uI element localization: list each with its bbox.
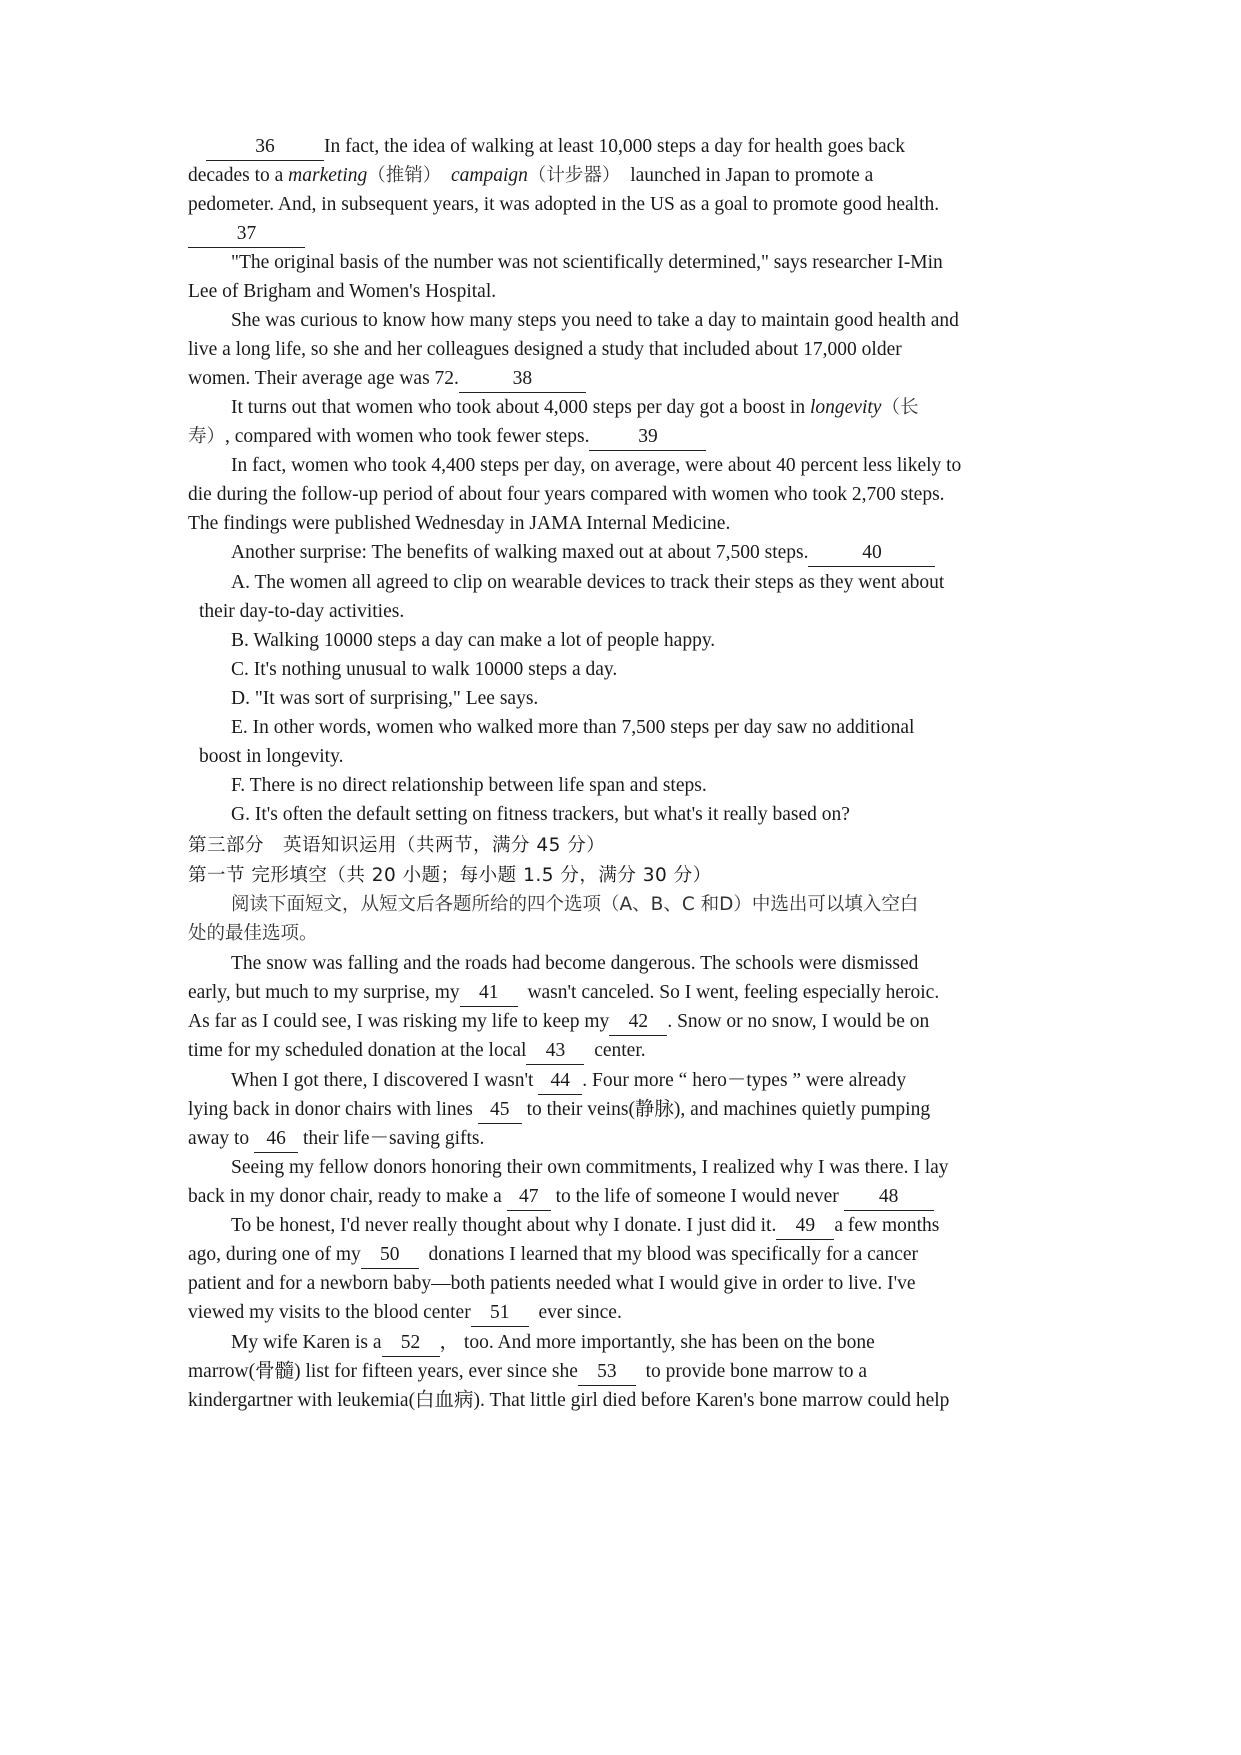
- vocab-term: marketing: [288, 165, 368, 186]
- answer-blank-40[interactable]: 40: [808, 540, 935, 567]
- option-text: G. It's often the default setting on fitness trackers, but what's it really based on?: [231, 804, 850, 825]
- answer-blank-37[interactable]: 37: [188, 221, 305, 248]
- passage-text: their life－saving gifts.: [302, 1128, 485, 1149]
- option-e-continued: [199, 741, 1079, 773]
- cloze-line: [188, 1035, 1068, 1067]
- option-text: E. In other words, women who walked more than 7,500 steps per day saw no additional: [231, 717, 915, 738]
- passage-text: viewed my visits to the blood center: [188, 1302, 471, 1323]
- passage-text: ever since.: [538, 1302, 622, 1323]
- passage-text: kindergartner with leukemia(白血病). That little girl died before Karen's bone marrow could help: [188, 1390, 950, 1411]
- passage-line: [188, 479, 1068, 511]
- instruction-text: 阅读下面短文，从短文后各题所给的四个选项（A、B、C 和D）中选出可以填入空白: [231, 894, 919, 915]
- heading-text: 第一节 完形填空（共 20 小题；每小题 1.5 分，满分 30 分）: [188, 865, 712, 886]
- passage-text: decades to a: [188, 165, 289, 186]
- cloze-blank-45[interactable]: 45: [478, 1097, 522, 1124]
- passage-text: . Four more “ hero－types ” were already: [582, 1070, 907, 1091]
- passage-line: [188, 218, 1068, 250]
- option-text: A. The women all agreed to clip on wearable devices to track their steps as they went about: [231, 572, 945, 593]
- cloze-line: [188, 1356, 1068, 1388]
- passage-text: Lee of Brigham and Women's Hospital.: [188, 281, 497, 302]
- instruction-text: 处的最佳选项。: [188, 923, 318, 944]
- cloze-blank-42[interactable]: 42: [609, 1009, 667, 1036]
- passage-line: [231, 450, 1111, 482]
- passage-line: [188, 276, 1068, 308]
- passage-text: to their veins(静脉), and machines quietly pumping: [526, 1099, 931, 1120]
- vocab-gloss: （计步器）: [527, 165, 621, 186]
- passage-text: ， too. And more importantly, she has been on the bone: [439, 1332, 875, 1353]
- cloze-blank-44[interactable]: 44: [538, 1068, 582, 1095]
- option-e: [231, 712, 1111, 744]
- passage-line: [188, 334, 1068, 366]
- passage-text: patient and for a newborn baby—both patients needed what I would give in order to live. I've: [188, 1273, 916, 1294]
- cloze-line: [188, 1268, 1068, 1300]
- option-b: [231, 625, 1111, 657]
- cloze-blank-49[interactable]: 49: [776, 1213, 834, 1240]
- passage-line: [188, 363, 1068, 395]
- option-a-continued: [199, 596, 1079, 628]
- vocab-gloss: 寿）: [188, 426, 226, 447]
- cloze-blank-51[interactable]: 51: [471, 1300, 529, 1327]
- cloze-blank-48[interactable]: 48: [844, 1184, 934, 1211]
- cloze-line: [188, 1006, 1068, 1038]
- passage-text: Seeing my fellow donors honoring their own commitments, I realized why I was there. I lay: [231, 1157, 949, 1178]
- passage-line: [231, 305, 1111, 337]
- passage-text: The findings were published Wednesday in JAMA Internal Medicine.: [188, 513, 731, 534]
- passage-text: It turns out that women who took about 4,000 steps per day got a boost in: [231, 397, 810, 418]
- passage-text: away to: [188, 1128, 250, 1149]
- passage-text: to the life of someone I would never: [555, 1186, 839, 1207]
- passage-text: lying back in donor chairs with lines: [188, 1099, 473, 1120]
- passage-text: early, but much to my surprise, my: [188, 982, 460, 1003]
- passage-text: "The original basis of the number was not scientifically determined," says researcher I-Min: [231, 252, 943, 273]
- cloze-line: [231, 1152, 1111, 1184]
- cloze-line: [231, 1065, 1111, 1097]
- passage-line: [231, 247, 1111, 279]
- passage-line: [188, 421, 1068, 453]
- passage-text: As far as I could see, I was risking my life to keep my: [188, 1011, 610, 1032]
- option-text: their day-to-day activities.: [199, 601, 405, 622]
- passage-line: [188, 160, 1068, 192]
- passage-line: [231, 131, 1111, 163]
- answer-blank-38[interactable]: 38: [459, 366, 586, 393]
- cloze-line: [188, 1385, 1068, 1417]
- passage-text: In fact, the idea of walking at least 10,000 steps a day for health goes back: [324, 136, 906, 157]
- passage-text: women. Their average age was 72.: [188, 368, 459, 389]
- cloze-blank-47[interactable]: 47: [507, 1184, 551, 1211]
- cloze-line: [231, 1327, 1111, 1359]
- cloze-blank-41[interactable]: 41: [460, 980, 518, 1007]
- passage-text: The snow was falling and the roads had become dangerous. The schools were dismissed: [231, 953, 919, 974]
- passage-text: Another surprise: The benefits of walking maxed out at about 7,500 steps.: [231, 542, 809, 563]
- option-g: [231, 799, 1111, 831]
- passage-text: To be honest, I'd never really thought about why I donate. I just did it.: [231, 1215, 777, 1236]
- passage-line: [188, 508, 1068, 540]
- cloze-blank-46[interactable]: 46: [254, 1126, 298, 1153]
- option-text: F. There is no direct relationship between life span and steps.: [231, 775, 707, 796]
- section-one-title: [188, 860, 1068, 892]
- passage-text: pedometer. And, in subsequent years, it was adopted in the US as a goal to promote good health.: [188, 194, 940, 215]
- option-text: C. It's nothing unusual to walk 10000 steps a day.: [231, 659, 618, 680]
- passage-text: donations I learned that my blood was specifically for a cancer: [428, 1244, 918, 1265]
- passage-line: [231, 537, 1111, 569]
- cloze-blank-53[interactable]: 53: [578, 1359, 636, 1386]
- vocab-gloss: （推销）: [367, 165, 442, 186]
- option-d: [231, 683, 1111, 715]
- cloze-line: [231, 948, 1111, 980]
- passage-text: , compared with women who took fewer steps.: [225, 426, 590, 447]
- passage-text: wasn't canceled. So I went, feeling especially heroic.: [527, 982, 940, 1003]
- vocab-term: campaign: [451, 165, 528, 186]
- cloze-blank-50[interactable]: 50: [361, 1242, 419, 1269]
- option-f: [231, 770, 1111, 802]
- passage-text: marrow(骨髓) list for fifteen years, ever since she: [188, 1361, 578, 1382]
- cloze-line: [188, 977, 1068, 1009]
- passage-text: die during the follow-up period of about four years compared with women who took 2,700 steps.: [188, 484, 945, 505]
- passage-text: ago, during one of my: [188, 1244, 361, 1265]
- instructions: [231, 889, 1111, 921]
- option-text: boost in longevity.: [199, 746, 344, 767]
- option-c: [231, 654, 1111, 686]
- vocab-term: longevity: [809, 397, 882, 418]
- option-a: [231, 567, 1111, 599]
- passage-line: [231, 392, 1111, 424]
- passage-text: My wife Karen is a: [231, 1332, 382, 1353]
- cloze-line: [188, 1094, 1068, 1126]
- passage-text: She was curious to know how many steps you need to take a day to maintain good health and: [231, 310, 959, 331]
- cloze-line: [231, 1210, 1111, 1242]
- cloze-line: [188, 1297, 1068, 1329]
- cloze-blank-52[interactable]: 52: [382, 1330, 440, 1357]
- passage-text: live a long life, so she and her colleagues designed a study that included about 17,000 older: [188, 339, 902, 360]
- passage-text: time for my scheduled donation at the local: [188, 1040, 527, 1061]
- answer-blank-39[interactable]: 39: [589, 424, 706, 451]
- passage-text: launched in Japan to promote a: [630, 165, 874, 186]
- passage-text: In fact, women who took 4,400 steps per day, on average, were about 40 percent less likely to: [231, 455, 962, 476]
- passage-text: to provide bone marrow to a: [645, 1361, 868, 1382]
- option-text: D. "It was sort of surprising," Lee says.: [231, 688, 539, 709]
- passage-text: When I got there, I discovered I wasn't: [231, 1070, 534, 1091]
- part-three-title: [188, 830, 1068, 862]
- instructions-continued: [188, 918, 1068, 950]
- cloze-line: [188, 1181, 1068, 1213]
- vocab-gloss: （长: [881, 397, 919, 418]
- cloze-blank-43[interactable]: 43: [526, 1038, 584, 1065]
- heading-text: 第三部分 英语知识运用（共两节，满分 45 分）: [188, 835, 606, 856]
- cloze-line: [188, 1123, 1068, 1155]
- passage-text: . Snow or no snow, I would be on: [667, 1011, 930, 1032]
- passage-text: back in my donor chair, ready to make a: [188, 1186, 502, 1207]
- passage-line: [188, 189, 1068, 221]
- cloze-line: [188, 1239, 1068, 1271]
- passage-text: a few months: [834, 1215, 940, 1236]
- passage-text: center.: [594, 1040, 646, 1061]
- option-text: B. Walking 10000 steps a day can make a lot of people happy.: [231, 630, 716, 651]
- answer-blank-36[interactable]: 36: [206, 134, 324, 161]
